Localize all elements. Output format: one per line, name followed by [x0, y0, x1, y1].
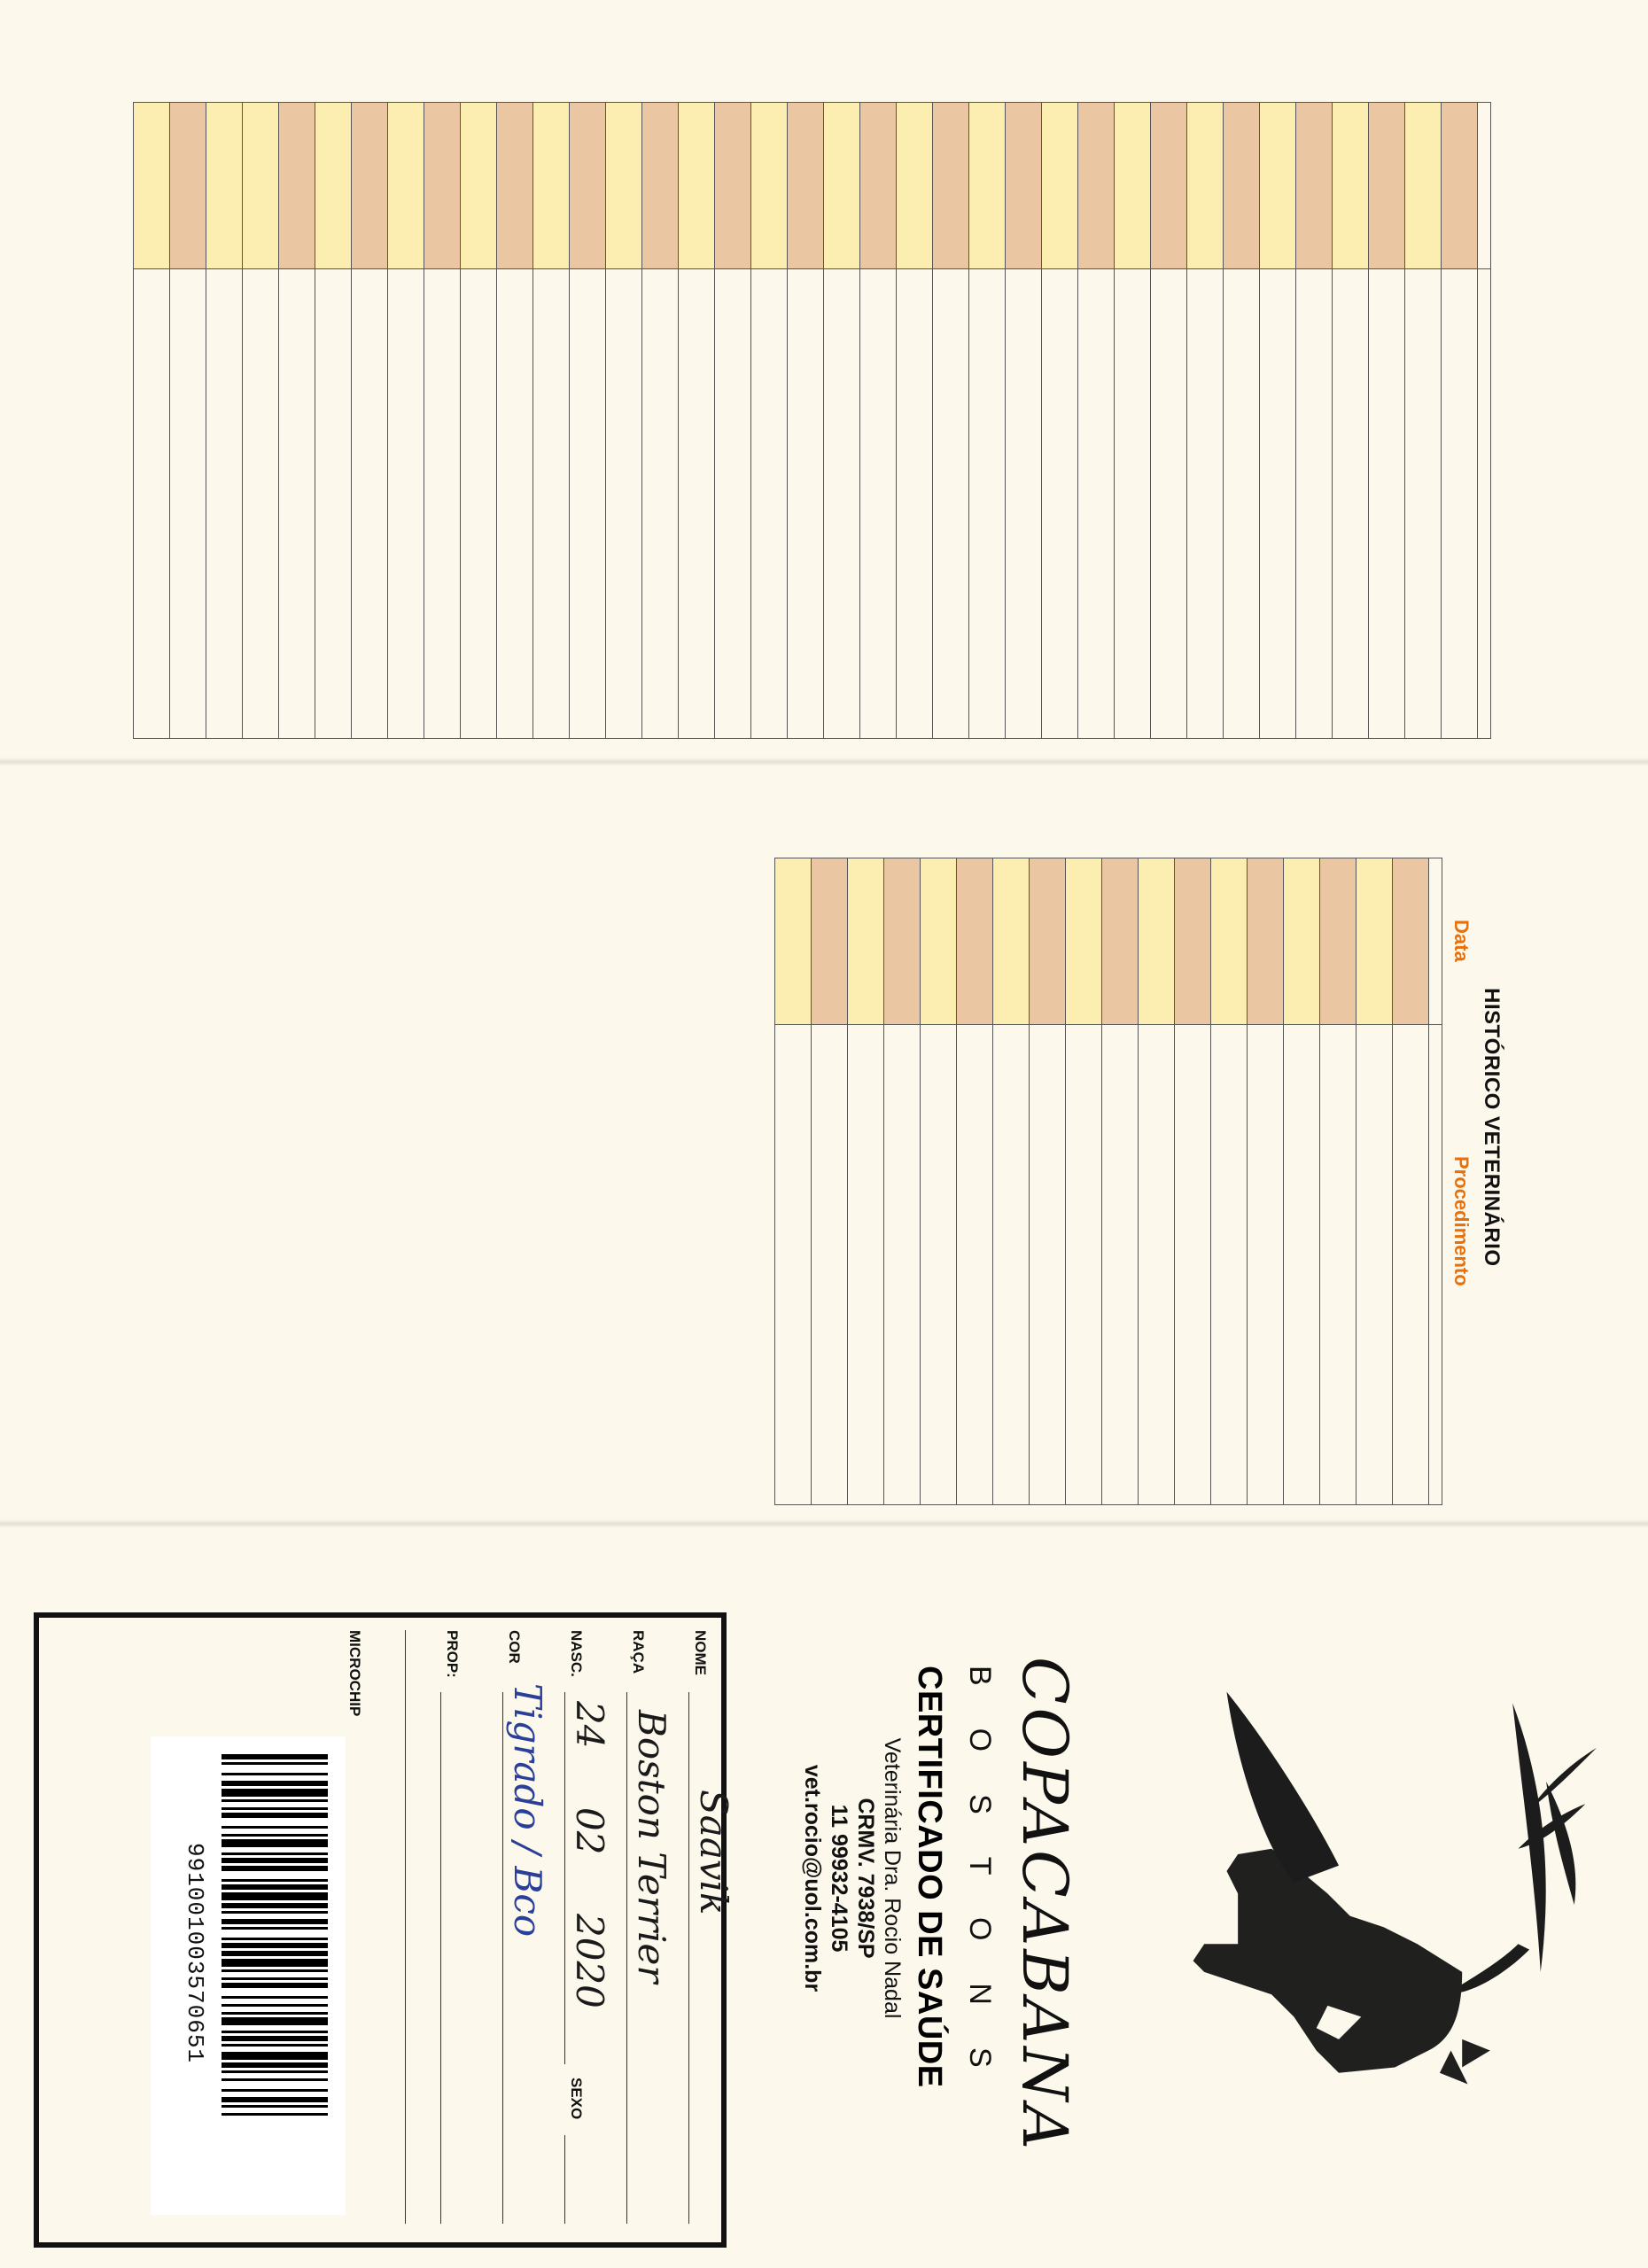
cor-label: COR: [506, 1630, 523, 1664]
vermifugacao-entry-cell[interactable]: [352, 269, 388, 739]
vermifugacao-date-cell[interactable]: [1442, 103, 1478, 269]
vet-name: Veterinária Dra. Rocio Nadal: [880, 1737, 905, 2019]
historico-date-header: Data: [1450, 920, 1473, 962]
table-row: [315, 103, 352, 739]
vet-phone: 11 99932-4105: [827, 1804, 851, 1953]
historico-entry-cell[interactable]: [848, 1025, 884, 1505]
vermifugacao-entry-cell[interactable]: [461, 269, 497, 739]
vermifugacao-entry-cell[interactable]: [860, 269, 897, 739]
vermifugacao-date-cell[interactable]: [1405, 103, 1442, 269]
cor-line: [502, 1692, 503, 2224]
table-row: [243, 103, 279, 739]
historico-date-cell[interactable]: [812, 858, 848, 1025]
table-row: [679, 103, 715, 739]
vermifugacao-date-cell[interactable]: [1296, 103, 1333, 269]
vermifugacao-date-cell[interactable]: [1224, 103, 1260, 269]
vermifugacao-date-cell[interactable]: [170, 103, 206, 269]
historico-entry-cell[interactable]: [775, 1025, 812, 1505]
vermifugacao-entry-cell[interactable]: [788, 269, 824, 739]
vermifugacao-date-cell[interactable]: [969, 103, 1006, 269]
vet-crmv: CRMV. 7938/SP: [853, 1798, 878, 1959]
table-row: [206, 103, 243, 739]
vermifugacao-date-cell[interactable]: [134, 103, 170, 269]
historico-entry-cell[interactable]: [1393, 1025, 1429, 1505]
table-row: [1066, 858, 1102, 1505]
vermifugacao-date-cell[interactable]: [206, 103, 243, 269]
vermifugacao-entry-cell[interactable]: [570, 269, 606, 739]
table-row: [1296, 103, 1333, 739]
vermifugacao-entry-cell[interactable]: [969, 269, 1006, 739]
barcode-icon: [222, 1754, 328, 2197]
vermifugacao-date-cell[interactable]: [388, 103, 424, 269]
table-row: [461, 103, 497, 739]
table-row: [388, 103, 424, 739]
vermifugacao-table: [133, 102, 1491, 739]
nasc-year-value: 2020: [568, 1914, 611, 2008]
vermifugacao-entry-cell[interactable]: [606, 269, 642, 739]
nome-label: NOME: [692, 1630, 709, 1675]
historico-date-cell[interactable]: [1066, 858, 1102, 1025]
microchip-number: 991001003570651: [182, 1843, 208, 2064]
historico-entry-cell[interactable]: [1356, 1025, 1393, 1505]
vermifugacao-date-cell[interactable]: [1006, 103, 1042, 269]
brand-subtitle: BOSTONS: [963, 1666, 997, 2110]
vermifugacao-entry-cell[interactable]: [388, 269, 424, 739]
nome-value: Saavik: [692, 1790, 735, 1915]
historico-entry-cell[interactable]: [921, 1025, 957, 1505]
vermifugacao-entry-cell[interactable]: [1405, 269, 1442, 739]
historico-entry-cell[interactable]: [1320, 1025, 1356, 1505]
vermifugacao-date-cell[interactable]: [497, 103, 533, 269]
raca-line: [626, 1692, 627, 2224]
vermifugacao-date-cell[interactable]: [533, 103, 570, 269]
historico-date-cell[interactable]: [1139, 858, 1175, 1025]
vermifugacao-entry-cell[interactable]: [315, 269, 352, 739]
vet-email: vet.rocio@uol.com.br: [800, 1764, 825, 1992]
historico-date-cell[interactable]: [957, 858, 993, 1025]
vermifugacao-entry-cell[interactable]: [1442, 269, 1478, 739]
vermifugacao-date-cell[interactable]: [1187, 103, 1224, 269]
historico-date-cell[interactable]: [1248, 858, 1284, 1025]
vermifugacao-entry-cell[interactable]: [1260, 269, 1296, 739]
historico-procedure-header: Procedimento: [1450, 1156, 1473, 1286]
table-row: [1042, 103, 1078, 739]
table-row: [897, 103, 933, 739]
table-row: [1248, 858, 1284, 1505]
vermifugacao-entry-cell[interactable]: [497, 269, 533, 739]
historico-entry-cell[interactable]: [1139, 1025, 1175, 1505]
table-row: [884, 858, 921, 1505]
microchip-label: MICROCHIP: [346, 1630, 363, 1717]
historico-date-cell[interactable]: [775, 858, 812, 1025]
vermifugacao-entry-cell[interactable]: [824, 269, 860, 739]
vermifugacao-entry-cell[interactable]: [134, 269, 170, 739]
vermifugacao-entry-cell[interactable]: [1333, 269, 1369, 739]
historico-title: HISTÓRICO VETERINÁRIO: [1480, 988, 1504, 1267]
historico-entry-cell[interactable]: [1284, 1025, 1320, 1505]
vermifugacao-date-cell[interactable]: [315, 103, 352, 269]
table-row: [1115, 103, 1151, 739]
vermifugacao-date-cell[interactable]: [279, 103, 315, 269]
fold-line: [0, 757, 1648, 766]
vermifugacao-date-cell[interactable]: [933, 103, 969, 269]
historico-date-cell[interactable]: [921, 858, 957, 1025]
vermifugacao-date-cell[interactable]: [424, 103, 461, 269]
vermifugacao-header-row: [1478, 103, 1491, 739]
historico-entry-cell[interactable]: [1248, 1025, 1284, 1505]
vermifugacao-entry-cell[interactable]: [715, 269, 751, 739]
table-row: [1356, 858, 1393, 1505]
table-row: [788, 103, 824, 739]
vermifugacao-date-cell[interactable]: [606, 103, 642, 269]
prop-label: PROP:: [444, 1630, 461, 1678]
table-row: [957, 858, 993, 1505]
sexo-label: SEXO: [568, 2078, 585, 2120]
table-row: [1187, 103, 1224, 739]
historico-date-cell[interactable]: [884, 858, 921, 1025]
historico-date-cell[interactable]: [1175, 858, 1211, 1025]
vermifugacao-entry-cell[interactable]: [751, 269, 788, 739]
vermifugacao-entry-cell[interactable]: [642, 269, 679, 739]
table-row: [134, 103, 170, 739]
table-row: [1320, 858, 1356, 1505]
vermifugacao-date-cell[interactable]: [860, 103, 897, 269]
prop-line-2: [405, 1630, 406, 2224]
table-row: [812, 858, 848, 1505]
historico-date-cell[interactable]: [1211, 858, 1248, 1025]
table-row: [1442, 103, 1478, 739]
table-row: [1139, 858, 1175, 1505]
table-row: [352, 103, 388, 739]
vermifugacao-date-cell[interactable]: [461, 103, 497, 269]
table-row: [969, 103, 1006, 739]
historico-date-cell[interactable]: [1102, 858, 1139, 1025]
historico-entry-cell[interactable]: [993, 1025, 1030, 1505]
historico-entry-cell[interactable]: [1102, 1025, 1139, 1505]
nasc-month-value: 02: [568, 1807, 611, 1855]
sexo-line: [564, 2135, 565, 2224]
certificate-title: CERTIFICADO DE SAÚDE: [911, 1666, 948, 2088]
vermifugacao-entry-cell[interactable]: [1224, 269, 1260, 739]
vermifugacao-entry-cell[interactable]: [1296, 269, 1333, 739]
vermifugacao-entry-cell[interactable]: [170, 269, 206, 739]
vermifugacao-entry-cell[interactable]: [243, 269, 279, 739]
table-row: [1393, 858, 1429, 1505]
brand-name: COPACABANA: [1008, 1657, 1081, 2154]
vermifugacao-entry-cell[interactable]: [933, 269, 969, 739]
historico-date-cell[interactable]: [848, 858, 884, 1025]
table-row: [279, 103, 315, 739]
table-row: [642, 103, 679, 739]
table-row: [1211, 858, 1248, 1505]
raca-value: Boston Terrier: [630, 1710, 673, 1984]
table-row: [751, 103, 788, 739]
table-row: [921, 858, 957, 1505]
vermifugacao-date-cell[interactable]: [243, 103, 279, 269]
copacabana-logo-image: [1081, 1586, 1630, 2224]
table-row: [1284, 858, 1320, 1505]
vermifugacao-entry-cell[interactable]: [1369, 269, 1405, 739]
nasc-line: [564, 1692, 565, 2064]
vermifugacao-date-cell[interactable]: [1369, 103, 1405, 269]
vermifugacao-date-cell[interactable]: [1260, 103, 1296, 269]
vermifugacao-entry-cell[interactable]: [533, 269, 570, 739]
historico-entry-cell[interactable]: [957, 1025, 993, 1505]
vermifugacao-entry-cell[interactable]: [897, 269, 933, 739]
table-row: [497, 103, 533, 739]
vermifugacao-date-cell[interactable]: [1042, 103, 1078, 269]
vermifugacao-entry-cell[interactable]: [1078, 269, 1115, 739]
vermifugacao-date-cell[interactable]: [570, 103, 606, 269]
table-row: [1369, 103, 1405, 739]
vermifugacao-date-cell[interactable]: [824, 103, 860, 269]
historico-date-cell[interactable]: [1284, 858, 1320, 1025]
vermifugacao-entry-cell[interactable]: [279, 269, 315, 739]
table-row: [1405, 103, 1442, 739]
vermifugacao-entry-cell[interactable]: [1151, 269, 1187, 739]
fold-line: [0, 1519, 1648, 1528]
historico-date-cell[interactable]: [1030, 858, 1066, 1025]
table-row: [993, 858, 1030, 1505]
table-row: [1151, 103, 1187, 739]
vermifugacao-entry-cell[interactable]: [1115, 269, 1151, 739]
table-row: [860, 103, 897, 739]
historico-date-cell[interactable]: [993, 858, 1030, 1025]
vermifugacao-date-cell[interactable]: [1333, 103, 1369, 269]
table-row: [824, 103, 860, 739]
table-row: [606, 103, 642, 739]
table-row: [933, 103, 969, 739]
prop-line: [440, 1692, 441, 2224]
historico-date-cell[interactable]: [1356, 858, 1393, 1025]
table-row: [533, 103, 570, 739]
vermifugacao-entry-cell[interactable]: [1187, 269, 1224, 739]
table-row: [1030, 858, 1066, 1505]
vermifugacao-date-cell[interactable]: [715, 103, 751, 269]
vermifugacao-entry-cell[interactable]: [424, 269, 461, 739]
table-row: [1260, 103, 1296, 739]
vermifugacao-entry-cell[interactable]: [679, 269, 715, 739]
vermifugacao-entry-cell[interactable]: [206, 269, 243, 739]
table-row: [1224, 103, 1260, 739]
table-row: [170, 103, 206, 739]
table-row: [848, 858, 884, 1505]
vermifugacao-date-cell[interactable]: [1115, 103, 1151, 269]
table-row: [1333, 103, 1369, 739]
vermifugacao-date-cell[interactable]: [1151, 103, 1187, 269]
historico-entry-cell[interactable]: [1066, 1025, 1102, 1505]
vermifugacao-date-cell[interactable]: [679, 103, 715, 269]
table-row: [1102, 858, 1139, 1505]
historico-entry-cell[interactable]: [1211, 1025, 1248, 1505]
microchip-barcode-sticker: [151, 1736, 346, 2215]
historico-entry-cell[interactable]: [812, 1025, 848, 1505]
table-row: [715, 103, 751, 739]
vermifugacao-date-cell[interactable]: [352, 103, 388, 269]
cor-value: Tigrado / Bco: [506, 1683, 549, 1938]
historico-date-cell[interactable]: [1393, 858, 1429, 1025]
table-row: [424, 103, 461, 739]
vermifugacao-date-cell[interactable]: [751, 103, 788, 269]
table-row: [570, 103, 606, 739]
nome-line: [688, 1692, 689, 2224]
vermifugacao-date-cell[interactable]: [642, 103, 679, 269]
historico-table: [774, 858, 1442, 1505]
vermifugacao-entry-cell[interactable]: [1042, 269, 1078, 739]
historico-header-row: [1429, 858, 1442, 1505]
vermifugacao-entry-cell[interactable]: [1006, 269, 1042, 739]
historico-entry-cell[interactable]: [1030, 1025, 1066, 1505]
table-row: [775, 858, 812, 1505]
raca-label: RAÇA: [630, 1630, 647, 1674]
table-row: [1078, 103, 1115, 739]
historico-entry-cell[interactable]: [884, 1025, 921, 1505]
vermifugacao-date-cell[interactable]: [788, 103, 824, 269]
table-row: [1175, 858, 1211, 1505]
vermifugacao-date-cell[interactable]: [897, 103, 933, 269]
nasc-label: NASC.: [568, 1630, 585, 1677]
historico-date-cell[interactable]: [1320, 858, 1356, 1025]
historico-entry-cell[interactable]: [1175, 1025, 1211, 1505]
vermifugacao-date-cell[interactable]: [1078, 103, 1115, 269]
table-row: [1006, 103, 1042, 739]
nasc-day-value: 24: [568, 1701, 611, 1749]
